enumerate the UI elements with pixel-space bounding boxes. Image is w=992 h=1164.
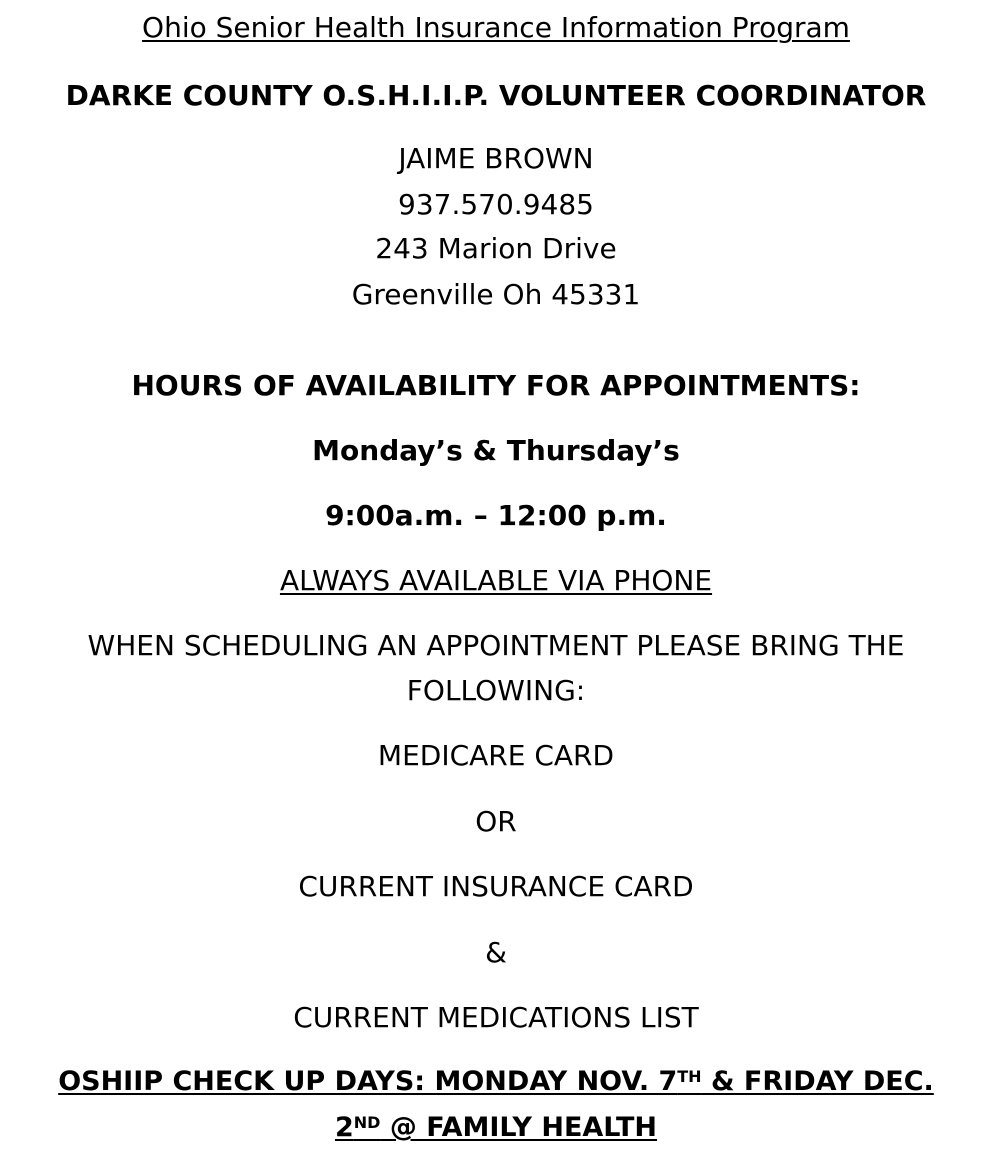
phone-availability-note: ALWAYS AVAILABLE VIA PHONE xyxy=(279,564,713,597)
hours-heading: HOURS OF AVAILABILITY FOR APPOINTMENTS: xyxy=(131,369,861,402)
contact-street: 243 Marion Drive xyxy=(375,232,617,265)
contact-city: Greenville Oh 45331 xyxy=(351,278,641,311)
contact-phone: 937.570.9485 xyxy=(398,188,594,221)
hours-time: 9:00a.m. – 12:00 p.m. xyxy=(325,499,667,532)
item-medications-list: CURRENT MEDICATIONS LIST xyxy=(293,1001,699,1034)
and-separator: & xyxy=(485,936,507,969)
bring-instruction-line2: FOLLOWING: xyxy=(406,674,586,707)
checkup-superscript-nd: ND xyxy=(353,1113,381,1132)
checkup-days-line1 xyxy=(0,1068,992,1095)
checkup-text-part3: 2 xyxy=(334,1112,354,1143)
checkup-days-line2 xyxy=(0,1114,992,1141)
item-insurance-card: CURRENT INSURANCE CARD xyxy=(298,870,694,903)
contact-name: JAIME BROWN xyxy=(398,142,594,175)
checkup-superscript-th: TH xyxy=(677,1067,702,1086)
coordinator-heading: DARKE COUNTY O.S.H.I.I.P. VOLUNTEER COORDINATOR xyxy=(65,79,927,112)
checkup-text-part2: & FRIDAY DEC. xyxy=(701,1066,934,1097)
bring-instruction-line1: WHEN SCHEDULING AN APPOINTMENT PLEASE BRING THE xyxy=(87,629,905,662)
item-medicare-card: MEDICARE CARD xyxy=(377,739,615,772)
or-separator: OR xyxy=(475,805,517,838)
checkup-text-part4: @ FAMILY HEALTH xyxy=(380,1112,658,1143)
checkup-text-part1: OSHIIP CHECK UP DAYS: MONDAY NOV. 7 xyxy=(58,1066,678,1097)
program-title: Ohio Senior Health Insurance Information Program xyxy=(142,11,850,44)
hours-days: Monday’s & Thursday’s xyxy=(312,434,680,467)
